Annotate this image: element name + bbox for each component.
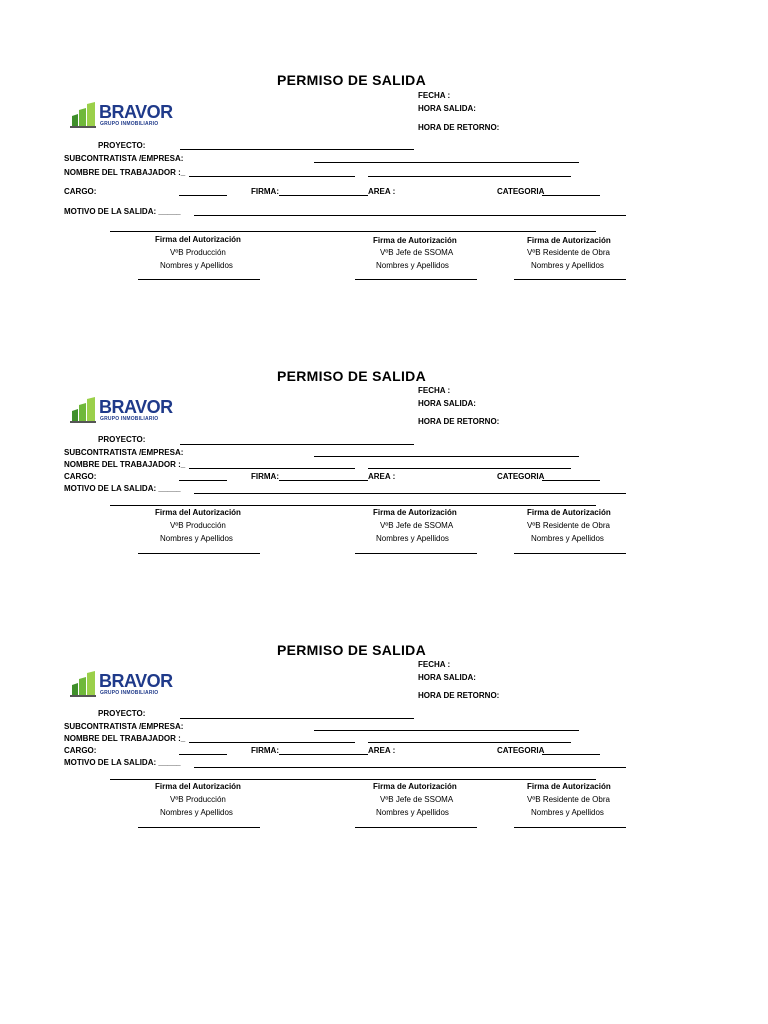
- company-logo: [70, 671, 173, 699]
- proyecto-label: PROYECTO:: [98, 435, 146, 444]
- subcontratista-label: SUBCONTRATISTA /EMPRESA:: [64, 154, 184, 163]
- subcontratista-label: SUBCONTRATISTA /EMPRESA:: [64, 448, 184, 457]
- signature-role-3: VºB Residente de Obra: [527, 248, 610, 257]
- building-bars-icon: [70, 671, 96, 697]
- categoria-label: CATEGORIA: [497, 472, 545, 481]
- cargo-field[interactable]: [179, 195, 227, 196]
- signature-names-2: Nombres y Apellidos: [376, 534, 449, 543]
- permit-form-3: [0, 640, 768, 900]
- motivo-label: MOTIVO DE LA SALIDA: _____: [64, 484, 181, 493]
- company-logo: [70, 102, 173, 130]
- signature-line-2[interactable]: [355, 279, 477, 280]
- form-title: PERMISO DE SALIDA: [277, 642, 427, 658]
- signature-heading-3: Firma de Autorización: [527, 782, 611, 791]
- signature-names-3: Nombres y Apellidos: [531, 534, 604, 543]
- signature-role-3: VºB Residente de Obra: [527, 521, 610, 530]
- cargo-field[interactable]: [179, 754, 227, 755]
- signature-names-1: Nombres y Apellidos: [160, 808, 233, 817]
- signature-names-3: Nombres y Apellidos: [531, 261, 604, 270]
- subcontratista-field[interactable]: [314, 730, 579, 731]
- motivo-field-1[interactable]: [194, 215, 626, 216]
- cargo-label: CARGO:: [64, 187, 97, 196]
- firma-label: FIRMA:: [251, 746, 279, 755]
- proyecto-field[interactable]: [180, 149, 414, 150]
- logo-subtitle: GRUPO INMOBILIARIO: [100, 690, 159, 696]
- nombre-field-1[interactable]: [189, 176, 355, 177]
- area-label: AREA :: [368, 472, 396, 481]
- form-title: PERMISO DE SALIDA: [277, 368, 427, 384]
- motivo-field-1[interactable]: [194, 767, 626, 768]
- fecha-label: FECHA :: [418, 91, 451, 100]
- categoria-label: CATEGORIA: [497, 187, 545, 196]
- motivo-field-2[interactable]: [110, 505, 596, 506]
- hora-retorno-label: HORA DE RETORNO:: [418, 691, 500, 700]
- signature-role-1: VºB Producción: [170, 795, 226, 804]
- subcontratista-label: SUBCONTRATISTA /EMPRESA:: [64, 722, 184, 731]
- nombre-field-2[interactable]: [368, 742, 571, 743]
- signature-heading-3: Firma de Autorización: [527, 236, 611, 245]
- signature-role-2: VºB Jefe de SSOMA: [380, 795, 454, 804]
- cargo-label: CARGO:: [64, 746, 97, 755]
- signature-heading-3: Firma de Autorización: [527, 508, 611, 517]
- logo-subtitle: GRUPO INMOBILIARIO: [100, 416, 159, 422]
- proyecto-field[interactable]: [180, 718, 414, 719]
- logo-subtitle: GRUPO INMOBILIARIO: [100, 121, 159, 127]
- fecha-label: FECHA :: [418, 660, 451, 669]
- nombre-field-1[interactable]: [189, 742, 355, 743]
- firma-field[interactable]: [279, 195, 368, 196]
- signature-heading-2: Firma de Autorización: [373, 236, 457, 245]
- categoria-field[interactable]: [542, 480, 600, 481]
- cargo-field[interactable]: [179, 480, 227, 481]
- signature-role-2: VºB Jefe de SSOMA: [380, 521, 454, 530]
- signature-role-3: VºB Residente de Obra: [527, 795, 610, 804]
- building-bars-icon: [70, 102, 96, 128]
- cargo-label: CARGO:: [64, 472, 97, 481]
- signature-names-1: Nombres y Apellidos: [160, 261, 233, 270]
- signature-line-2[interactable]: [355, 553, 477, 554]
- hora-salida-label: HORA SALIDA:: [418, 399, 476, 408]
- nombre-label: NOMBRE DEL TRABAJADOR :_: [64, 168, 186, 177]
- signature-heading-2: Firma de Autorización: [373, 782, 457, 791]
- signature-line-3[interactable]: [514, 827, 626, 828]
- firma-label: FIRMA:: [251, 472, 279, 481]
- subcontratista-field[interactable]: [314, 162, 579, 163]
- motivo-label: MOTIVO DE LA SALIDA: _____: [64, 207, 181, 216]
- proyecto-field[interactable]: [180, 444, 414, 445]
- hora-retorno-label: HORA DE RETORNO:: [418, 417, 500, 426]
- form-title: PERMISO DE SALIDA: [277, 72, 427, 88]
- firma-field[interactable]: [279, 480, 368, 481]
- nombre-label: NOMBRE DEL TRABAJADOR :_: [64, 460, 186, 469]
- logo-brand: BRAVOR: [99, 397, 173, 417]
- nombre-field-2[interactable]: [368, 176, 571, 177]
- subcontratista-field[interactable]: [314, 456, 579, 457]
- categoria-field[interactable]: [542, 754, 600, 755]
- signature-line-1[interactable]: [138, 827, 260, 828]
- signature-role-1: VºB Producción: [170, 248, 226, 257]
- motivo-field-2[interactable]: [110, 779, 596, 780]
- signature-names-1: Nombres y Apellidos: [160, 534, 233, 543]
- signature-line-2[interactable]: [355, 827, 477, 828]
- company-logo: [70, 397, 173, 425]
- permit-form-1: [0, 70, 768, 330]
- signature-role-2: VºB Jefe de SSOMA: [380, 248, 454, 257]
- area-label: AREA :: [368, 746, 396, 755]
- motivo-field-1[interactable]: [194, 493, 626, 494]
- categoria-field[interactable]: [542, 195, 600, 196]
- hora-salida-label: HORA SALIDA:: [418, 104, 476, 113]
- hora-retorno-label: HORA DE RETORNO:: [418, 123, 500, 132]
- area-label: AREA :: [368, 187, 396, 196]
- proyecto-label: PROYECTO:: [98, 709, 146, 718]
- firma-field[interactable]: [279, 754, 368, 755]
- signature-line-3[interactable]: [514, 279, 626, 280]
- building-bars-icon: [70, 397, 96, 423]
- motivo-field-2[interactable]: [110, 231, 596, 232]
- categoria-label: CATEGORIA: [497, 746, 545, 755]
- signature-names-2: Nombres y Apellidos: [376, 808, 449, 817]
- signature-names-2: Nombres y Apellidos: [376, 261, 449, 270]
- signature-line-1[interactable]: [138, 553, 260, 554]
- signature-heading-1: Firma del Autorización: [155, 508, 241, 517]
- logo-brand: BRAVOR: [99, 102, 173, 122]
- firma-label: FIRMA:: [251, 187, 279, 196]
- permit-form-2: [0, 366, 768, 626]
- logo-brand: BRAVOR: [99, 671, 173, 691]
- nombre-field-1[interactable]: [189, 468, 355, 469]
- nombre-label: NOMBRE DEL TRABAJADOR :_: [64, 734, 186, 743]
- motivo-label: MOTIVO DE LA SALIDA: _____: [64, 758, 181, 767]
- signature-heading-1: Firma del Autorización: [155, 782, 241, 791]
- signature-heading-1: Firma del Autorización: [155, 235, 241, 244]
- signature-names-3: Nombres y Apellidos: [531, 808, 604, 817]
- signature-heading-2: Firma de Autorización: [373, 508, 457, 517]
- signature-role-1: VºB Producción: [170, 521, 226, 530]
- signature-line-1[interactable]: [138, 279, 260, 280]
- hora-salida-label: HORA SALIDA:: [418, 673, 476, 682]
- signature-line-3[interactable]: [514, 553, 626, 554]
- fecha-label: FECHA :: [418, 386, 451, 395]
- proyecto-label: PROYECTO:: [98, 141, 146, 150]
- nombre-field-2[interactable]: [368, 468, 571, 469]
